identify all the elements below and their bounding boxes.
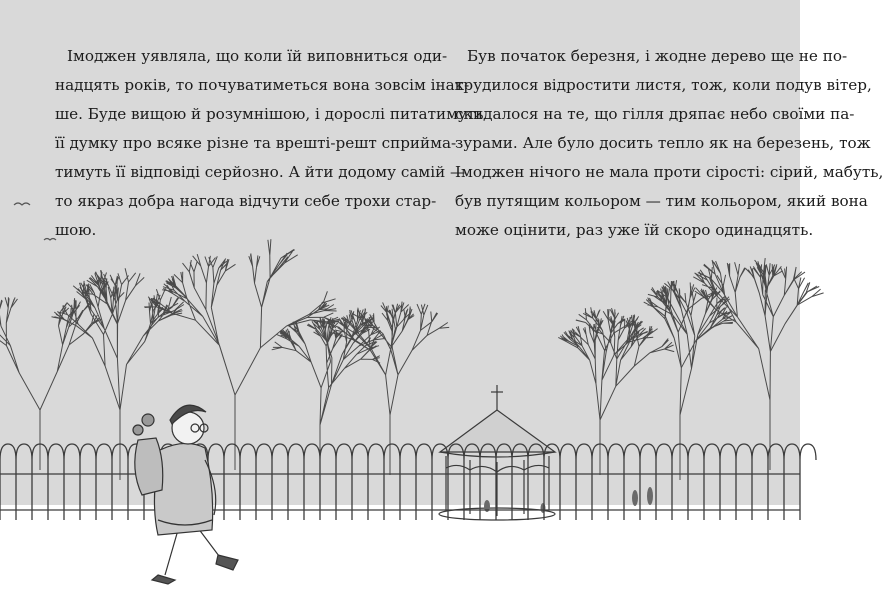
left-line: тимуть її відповіді серйозно. А йти додому самій — xyxy=(55,163,466,181)
right-line: Імоджен нічого не мала проти сірості: сірий, мабуть, xyxy=(455,163,883,181)
left-line: її думку про всяке різне та врешті-решт сприйма- xyxy=(55,134,457,152)
right-line: Був початок березня, і жодне дерево ще не по- xyxy=(467,47,848,65)
left-paragraph xyxy=(55,42,484,245)
left-line: шою. xyxy=(55,221,97,239)
right-line: зурами. Але було досить тепло як на березень, тож xyxy=(455,134,871,152)
right-line: трудилося відростити листя, тож, коли подув вітер, xyxy=(455,76,872,94)
right-line: скидалося на те, що гілля дряпає небо своїми па- xyxy=(455,105,855,123)
birds xyxy=(14,203,56,240)
tree xyxy=(693,258,823,470)
right-paragraph xyxy=(455,42,883,245)
right-line: може оцінити, раз уже їй скоро одинадцять. xyxy=(455,221,814,239)
left-line: ше. Буде вищою й розумнішою, і дорослі питатимуть xyxy=(55,105,484,123)
right-line: був путящим кольором — тим кольором, який вона xyxy=(455,192,868,210)
left-line: то якраз добра нагода відчути себе трохи стар- xyxy=(55,192,437,210)
left-line: Імоджен уявляла, що коли їй виповниться оди- xyxy=(67,47,448,65)
bare-trees xyxy=(0,239,824,480)
left-line: надцять років, то почуватиметься вона зовсім інак- xyxy=(55,76,470,94)
snowy-ground xyxy=(0,505,800,615)
